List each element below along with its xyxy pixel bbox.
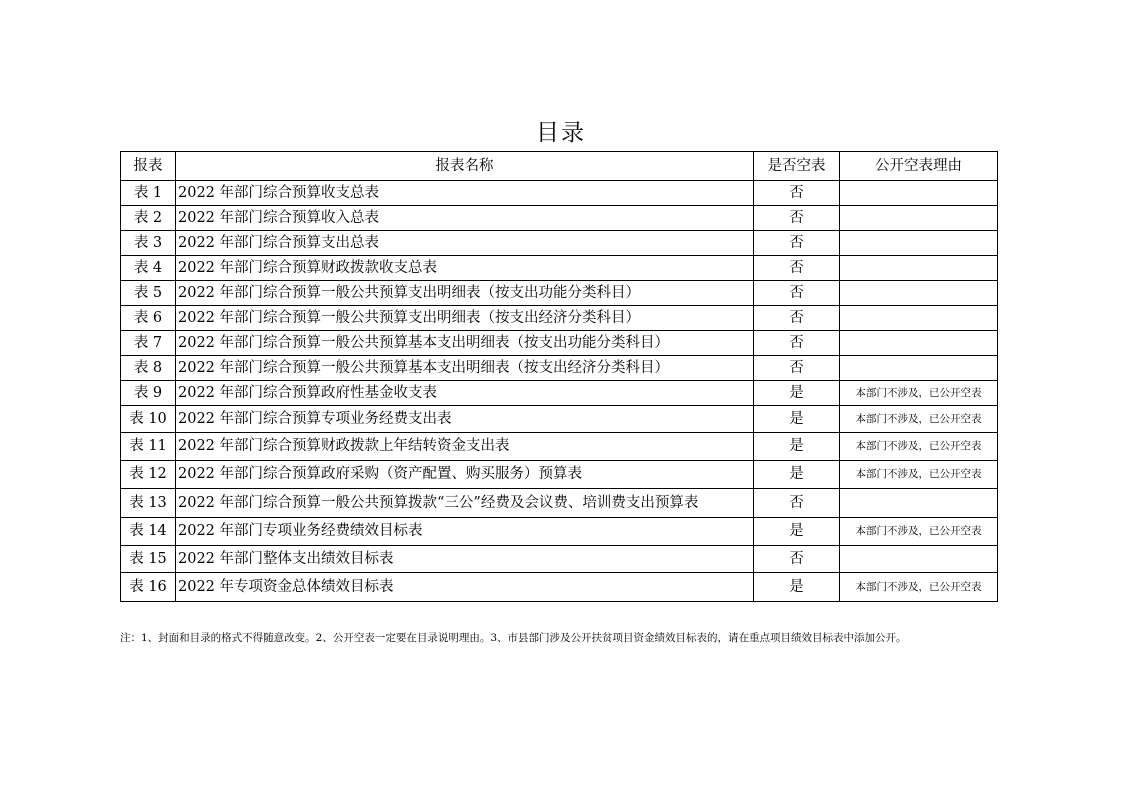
- report-name-cell: 2022 年部门综合预算一般公共预算基本支出明细表（按支出功能分类科目）: [176, 331, 754, 356]
- is-empty-cell: 是: [754, 433, 840, 461]
- report-number-cell: 表 4: [121, 256, 176, 281]
- empty-reason-cell: 本部门不涉及，已公开空表: [840, 461, 998, 489]
- table-row: [121, 381, 998, 406]
- table-row: [121, 331, 998, 356]
- report-name-cell: 2022 年部门综合预算一般公共预算支出明细表（按支出经济分类科目）: [176, 306, 754, 331]
- report-number-cell: 表 11: [121, 433, 176, 461]
- report-number-cell: 表 16: [121, 573, 176, 602]
- report-table: [120, 151, 998, 602]
- empty-reason-cell: [840, 546, 998, 573]
- is-empty-cell: 否: [754, 546, 840, 573]
- report-number-cell: 表 5: [121, 281, 176, 306]
- table-row: [121, 256, 998, 281]
- is-empty-cell: 否: [754, 231, 840, 256]
- table-row: [121, 489, 998, 518]
- table-row: [121, 461, 998, 489]
- report-name-cell: 2022 年部门综合预算一般公共预算支出明细表（按支出功能分类科目）: [176, 281, 754, 306]
- is-empty-cell: 否: [754, 356, 840, 381]
- report-name-cell: 2022 年部门整体支出绩效目标表: [176, 546, 754, 573]
- is-empty-cell: 否: [754, 331, 840, 356]
- empty-reason-cell: [840, 306, 998, 331]
- report-name-cell: 2022 年部门综合预算财政拨款上年结转资金支出表: [176, 433, 754, 461]
- empty-reason-cell: [840, 181, 998, 206]
- is-empty-cell: 是: [754, 461, 840, 489]
- report-name-cell: 2022 年部门综合预算政府性基金收支表: [176, 381, 754, 406]
- table-row: [121, 281, 998, 306]
- report-number-cell: 表 3: [121, 231, 176, 256]
- table-header-row: [121, 152, 998, 181]
- empty-reason-cell: [840, 256, 998, 281]
- report-name-cell: 2022 年专项资金总体绩效目标表: [176, 573, 754, 602]
- is-empty-cell: 否: [754, 181, 840, 206]
- header-empty-reason: 公开空表理由: [840, 152, 998, 181]
- report-number-cell: 表 1: [121, 181, 176, 206]
- report-name-cell: 2022 年部门综合预算专项业务经费支出表: [176, 406, 754, 433]
- empty-reason-cell: 本部门不涉及，已公开空表: [840, 518, 998, 546]
- report-name-cell: 2022 年部门综合预算收入总表: [176, 206, 754, 231]
- page-title: 目录: [536, 120, 586, 146]
- empty-reason-cell: 本部门不涉及，已公开空表: [840, 381, 998, 406]
- report-name-cell: 2022 年部门综合预算支出总表: [176, 231, 754, 256]
- report-name-cell: 2022 年部门综合预算收支总表: [176, 181, 754, 206]
- table-row: [121, 231, 998, 256]
- report-name-cell: 2022 年部门综合预算政府采购（资产配置、购买服务）预算表: [176, 461, 754, 489]
- table-row: [121, 573, 998, 602]
- report-number-cell: 表 15: [121, 546, 176, 573]
- report-name-cell: 2022 年部门综合预算财政拨款收支总表: [176, 256, 754, 281]
- header-report-number: 报表: [121, 152, 176, 181]
- table-body: [121, 181, 998, 602]
- report-name-cell: 2022 年部门专项业务经费绩效目标表: [176, 518, 754, 546]
- empty-reason-cell: 本部门不涉及，已公开空表: [840, 406, 998, 433]
- table-row: [121, 306, 998, 331]
- is-empty-cell: 否: [754, 489, 840, 518]
- table-row: [121, 356, 998, 381]
- table-row: [121, 433, 998, 461]
- report-number-cell: 表 14: [121, 518, 176, 546]
- table-row: [121, 518, 998, 546]
- empty-reason-cell: [840, 231, 998, 256]
- report-name-cell: 2022 年部门综合预算一般公共预算拨款“三公”经费及会议费、培训费支出预算表: [176, 489, 754, 518]
- is-empty-cell: 是: [754, 518, 840, 546]
- empty-reason-cell: [840, 489, 998, 518]
- report-number-cell: 表 9: [121, 381, 176, 406]
- footnote: 注：1、封面和目录的格式不得随意改变。2、公开空表一定要在目录说明理由。3、市县部门涉及公开扶贫项目资金绩效目标表的，请在重点项目绩效目标表中添加公开。: [120, 632, 907, 644]
- header-report-name: 报表名称: [176, 152, 754, 181]
- is-empty-cell: 否: [754, 281, 840, 306]
- empty-reason-cell: 本部门不涉及，已公开空表: [840, 573, 998, 602]
- table-row: [121, 181, 998, 206]
- report-number-cell: 表 12: [121, 461, 176, 489]
- report-number-cell: 表 13: [121, 489, 176, 518]
- table-row: [121, 546, 998, 573]
- empty-reason-cell: [840, 206, 998, 231]
- report-number-cell: 表 8: [121, 356, 176, 381]
- empty-reason-cell: [840, 356, 998, 381]
- is-empty-cell: 是: [754, 406, 840, 433]
- is-empty-cell: 否: [754, 256, 840, 281]
- empty-reason-cell: [840, 281, 998, 306]
- report-number-cell: 表 7: [121, 331, 176, 356]
- is-empty-cell: 是: [754, 381, 840, 406]
- report-number-cell: 表 2: [121, 206, 176, 231]
- header-is-empty: 是否空表: [754, 152, 840, 181]
- report-number-cell: 表 10: [121, 406, 176, 433]
- table-row: [121, 406, 998, 433]
- report-name-cell: 2022 年部门综合预算一般公共预算基本支出明细表（按支出经济分类科目）: [176, 356, 754, 381]
- empty-reason-cell: [840, 331, 998, 356]
- is-empty-cell: 否: [754, 206, 840, 231]
- is-empty-cell: 否: [754, 306, 840, 331]
- table-row: [121, 206, 998, 231]
- empty-reason-cell: 本部门不涉及，已公开空表: [840, 433, 998, 461]
- report-number-cell: 表 6: [121, 306, 176, 331]
- is-empty-cell: 是: [754, 573, 840, 602]
